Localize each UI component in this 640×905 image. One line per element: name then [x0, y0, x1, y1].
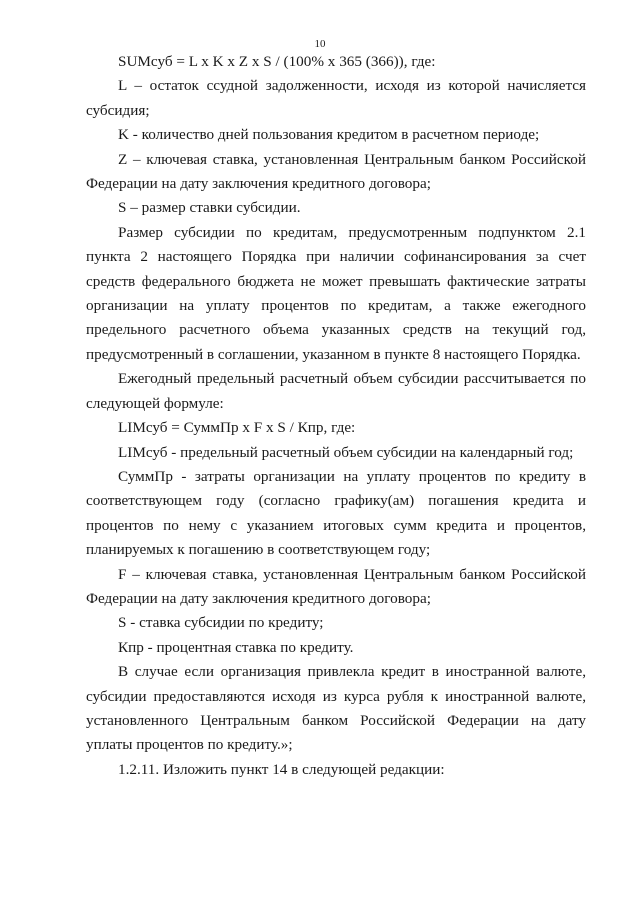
document-body	[86, 50, 586, 782]
definition-z: Z – ключевая ставка, установленная Центральным банком Российской Федерации на дату заключения кредитного договора;	[86, 150, 586, 193]
paragraph-annual-limit-intro: Ежегодный предельный расчетный объем субсидии рассчитывается по следующей формуле:	[86, 370, 586, 412]
paragraph-subsidy-size: Размер субсидии по кредитам, предусмотренным подпунктом 2.1 пункта 2 настоящего Порядка при наличии софинансирования за счет средств федерального бюджета не может превышать фактические затраты организации на уплату процентов по кредитам, а также ежегодного предельного расчетного объема указанных средств на текущий год, предусмотренный в соглашении, указанном в пункте 8 настоящего Порядка.	[86, 223, 586, 363]
paragraph-foreign-currency: В случае если организация привлекла кредит в иностранной валюте, субсидии предоставляются исходя из курса рубля к иностранной валюте, установленного Центральным банком Российской Федерации на дату уплаты процентов по кредиту.»;	[86, 663, 586, 754]
definition-kpr: Кпр - процентная ставка по кредиту.	[118, 638, 354, 656]
definition-l: L – остаток ссудной задолженности, исходя из которой начисляется субсидия;	[86, 77, 586, 119]
page-number: 10	[314, 38, 326, 50]
paragraph-amendment-item: 1.2.11. Изложить пункт 14 в следующей редакции:	[118, 760, 445, 778]
definition-summpr: СуммПр - затраты организации на уплату процентов по кредиту в соответствующем году (согласно графику(ам) погашения кредита и процентов по нему с указанием итоговых сумм кредита и процентов, планируемых к погашению в соответствующем году;	[86, 467, 586, 559]
definition-lim: LIMсуб - предельный расчетный объем субсидии на календарный год;	[118, 443, 574, 461]
definition-s: S – размер ставки субсидии.	[118, 199, 301, 217]
definition-k: K - количество дней пользования кредитом в расчетном периоде;	[118, 126, 540, 144]
formula-lim-subsidy: LIMсуб = СуммПр x F x S / Кпр, где:	[118, 419, 356, 437]
definition-f: F – ключевая ставка, установленная Центральным банком Российской Федерации на дату заключения кредитного договора;	[86, 565, 586, 607]
definition-s-rate: S - ставка субсидии по кредиту;	[118, 614, 324, 632]
formula-sum-subsidy: SUMсуб = L x K x Z x S / (100% x 365 (366)), где:	[118, 53, 436, 70]
